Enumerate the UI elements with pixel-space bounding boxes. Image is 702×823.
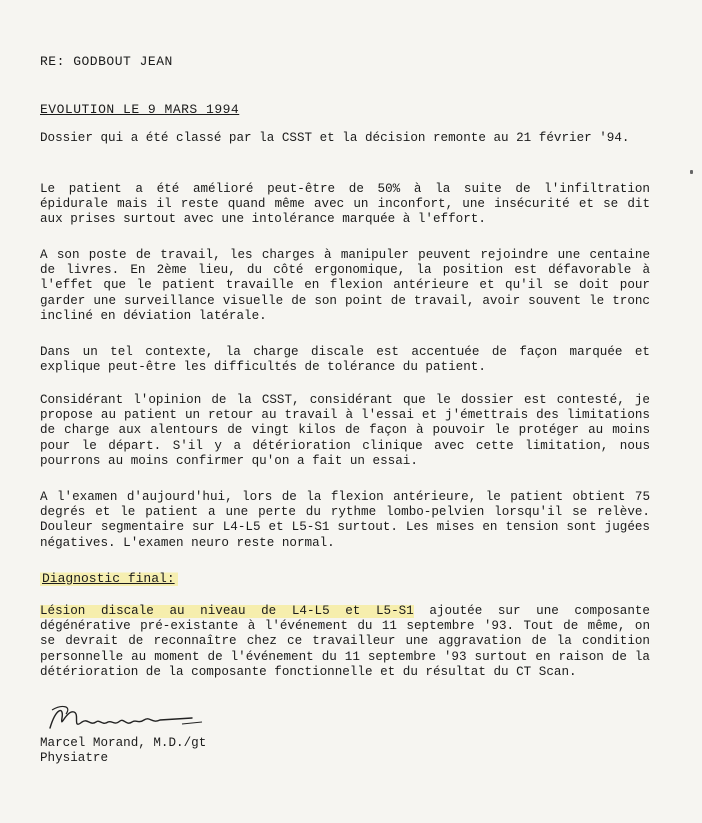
paragraph-contexte: Dans un tel contexte, la charge discale est accentuée de façon marquée et explique peut-être les difficultés de tolérance du patient. bbox=[40, 345, 650, 375]
diagnostic-highlight: Lésion discale au niveau de L4-L5 et L5-S1 bbox=[40, 604, 414, 618]
paragraph-poste-travail: A son poste de travail, les charges à manipuler peuvent rejoindre une centaine de livres. En 2ème lieu, du côté ergonomique, la position est défavorable à l'effet que le patient travaille en flexion antérieure et qu'il se doit pour garder une surveillance visuelle de son point de travail, avoir souvent le tronc incliné en déviation latérale. bbox=[40, 248, 650, 323]
paragraph-examen: A l'examen d'aujourd'hui, lors de la flexion antérieure, le patient obtient 75 degrés et le patient a une perte du rythme lombo-pelvien lorsqu'il se relève. Douleur segmentaire sur L4-L5 et L5-S1 surtout. Les mises en tension sont jugées négatives. L'examen neuro reste normal. bbox=[40, 490, 650, 550]
signer-name: Marcel Morand, M.D./gt bbox=[40, 736, 207, 750]
paragraph-amelioration: Le patient a été amélioré peut-être de 50% à la suite de l'infiltration épidurale mais il reste quand même avec un inconfort, une insécurité et se dit aux prises surtout avec une intolérance marquée à l'effort. bbox=[40, 182, 650, 227]
paper-speck bbox=[690, 170, 693, 174]
paragraph-diagnostic bbox=[40, 604, 650, 680]
evolution-heading: EVOLUTION LE 9 MARS 1994 bbox=[40, 102, 240, 117]
paragraph-dossier: Dossier qui a été classé par la CSST et la décision remonte au 21 février '94. bbox=[40, 131, 630, 145]
re-line: RE: GODBOUT JEAN bbox=[40, 54, 173, 69]
diagnostic-heading: Diagnostic final: bbox=[40, 571, 178, 586]
diagnostic-text: ajoutée sur une composante dégénérative pré-existante à l'événement du 11 septembre '93. Tout de même, on se devrait de reconnaître chez ce travailleur une aggravation de la condition personnelle au moment de l'événement du 11 septembre '93 surtout en raison de la détérioration de la composante fonctionnelle et du résultat du CT Scan. bbox=[40, 604, 650, 679]
signer-title: Physiatre bbox=[40, 751, 109, 765]
handwritten-signature bbox=[42, 700, 222, 740]
paragraph-considerant: Considérant l'opinion de la CSST, considérant que le dossier est contesté, je propose au patient un retour au travail à l'essai et j'émettrais des limitations de charge aux alentours de vingt kilos de façon à pouvoir le protéger au moins pour le départ. S'il y a détérioration clinique avec cette limitation, nous pourrons au moins confirmer qu'on a fait un essai. bbox=[40, 393, 650, 468]
